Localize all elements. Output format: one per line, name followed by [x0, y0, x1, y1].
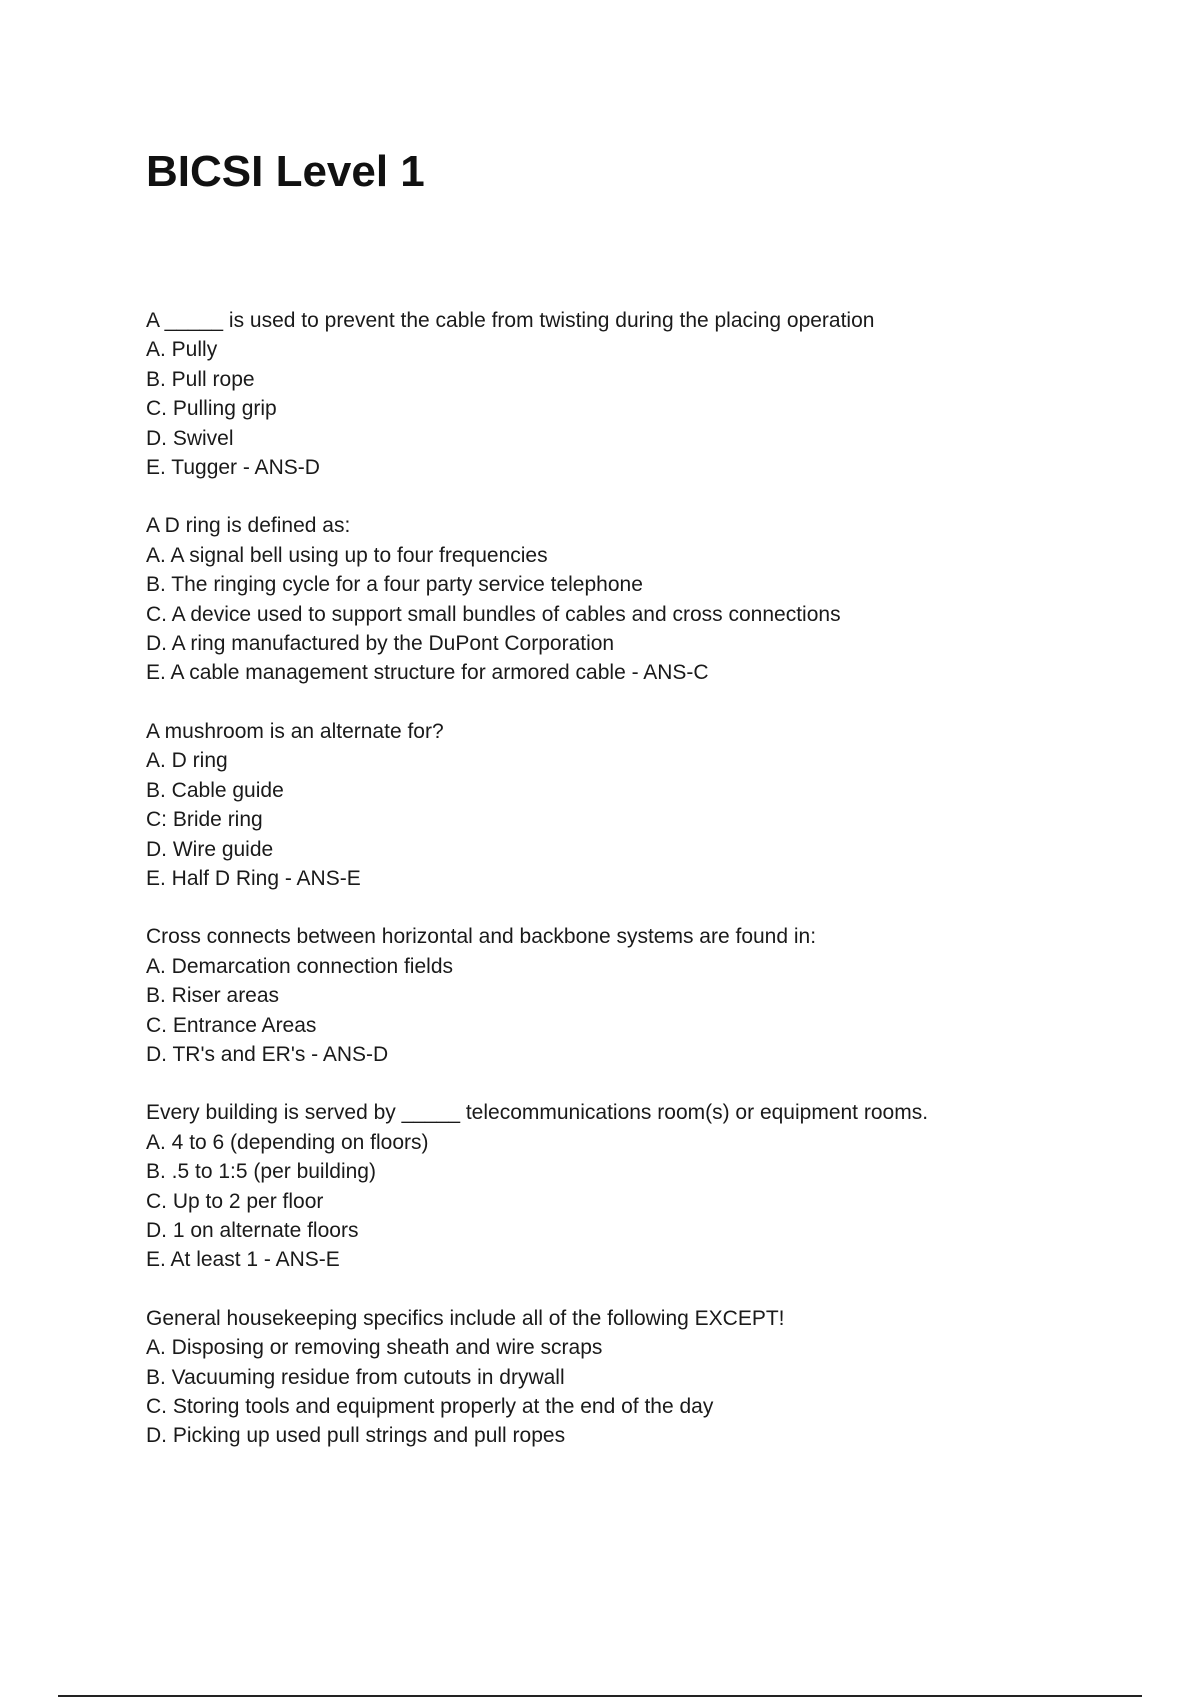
- question-block: [146, 306, 1106, 482]
- answer-option: D. Picking up used pull strings and pull ropes: [146, 1424, 566, 1448]
- answer-option: B. Riser areas: [146, 984, 280, 1008]
- answer-option: E. Half D Ring - ANS-E: [146, 866, 361, 890]
- answer-option: E. At least 1 - ANS-E: [146, 1248, 340, 1272]
- answer-option: A. 4 to 6 (depending on floors): [146, 1130, 429, 1154]
- question-prompt: A mushroom is an alternate for?: [146, 719, 444, 743]
- question-block: [146, 1304, 1106, 1451]
- answer-option: A. Pully: [146, 338, 218, 362]
- question-prompt: Cross connects between horizontal and backbone systems are found in:: [146, 925, 817, 949]
- question-prompt: A D ring is defined as:: [146, 514, 351, 538]
- question-block: [146, 922, 1106, 1069]
- question-list: [146, 306, 1106, 1480]
- answer-option: A. Disposing or removing sheath and wire scraps: [146, 1336, 603, 1360]
- question-prompt: Every building is served by _____ telecommunications room(s) or equipment rooms.: [146, 1101, 929, 1125]
- question-prompt: A _____ is used to prevent the cable from twisting during the placing operation: [146, 309, 875, 332]
- answer-option: B. Cable guide: [146, 778, 284, 802]
- answer-option: A. Demarcation connection fields: [146, 954, 453, 978]
- answer-option: B. Vacuuming residue from cutouts in drywall: [146, 1365, 565, 1389]
- answer-option: D. Wire guide: [146, 837, 274, 861]
- question-prompt: General housekeeping specifics include all of the following EXCEPT!: [146, 1306, 785, 1330]
- page-title: BICSI Level 1: [146, 147, 425, 196]
- answer-option: B. Pull rope: [146, 367, 255, 391]
- answer-option: E. Tugger - ANS-D: [146, 456, 320, 480]
- answer-option: D. A ring manufactured by the DuPont Corporation: [146, 632, 615, 656]
- question-block: [146, 1098, 1106, 1274]
- footer-divider: [58, 1695, 1142, 1697]
- answer-option: C. Up to 2 per floor: [146, 1189, 324, 1213]
- answer-option: C. Storing tools and equipment properly at the end of the day: [146, 1395, 714, 1418]
- answer-option: B. .5 to 1:5 (per building): [146, 1160, 376, 1184]
- answer-option: A. A signal bell using up to four frequencies: [146, 543, 548, 567]
- answer-option: D. TR's and ER's - ANS-D: [146, 1042, 389, 1066]
- question-block: [146, 511, 1106, 687]
- answer-option: C: Bride ring: [146, 808, 263, 832]
- answer-option: D. Swivel: [146, 426, 234, 450]
- answer-option: D. 1 on alternate floors: [146, 1218, 359, 1242]
- answer-option: C. Entrance Areas: [146, 1013, 317, 1037]
- answer-option: B. The ringing cycle for a four party service telephone: [146, 573, 643, 597]
- answer-option: A. D ring: [146, 749, 228, 773]
- answer-option: C. Pulling grip: [146, 397, 277, 421]
- answer-option: E. A cable management structure for armored cable - ANS-C: [146, 661, 709, 685]
- question-block: [146, 717, 1106, 893]
- answer-option: C. A device used to support small bundles of cables and cross connections: [146, 602, 841, 626]
